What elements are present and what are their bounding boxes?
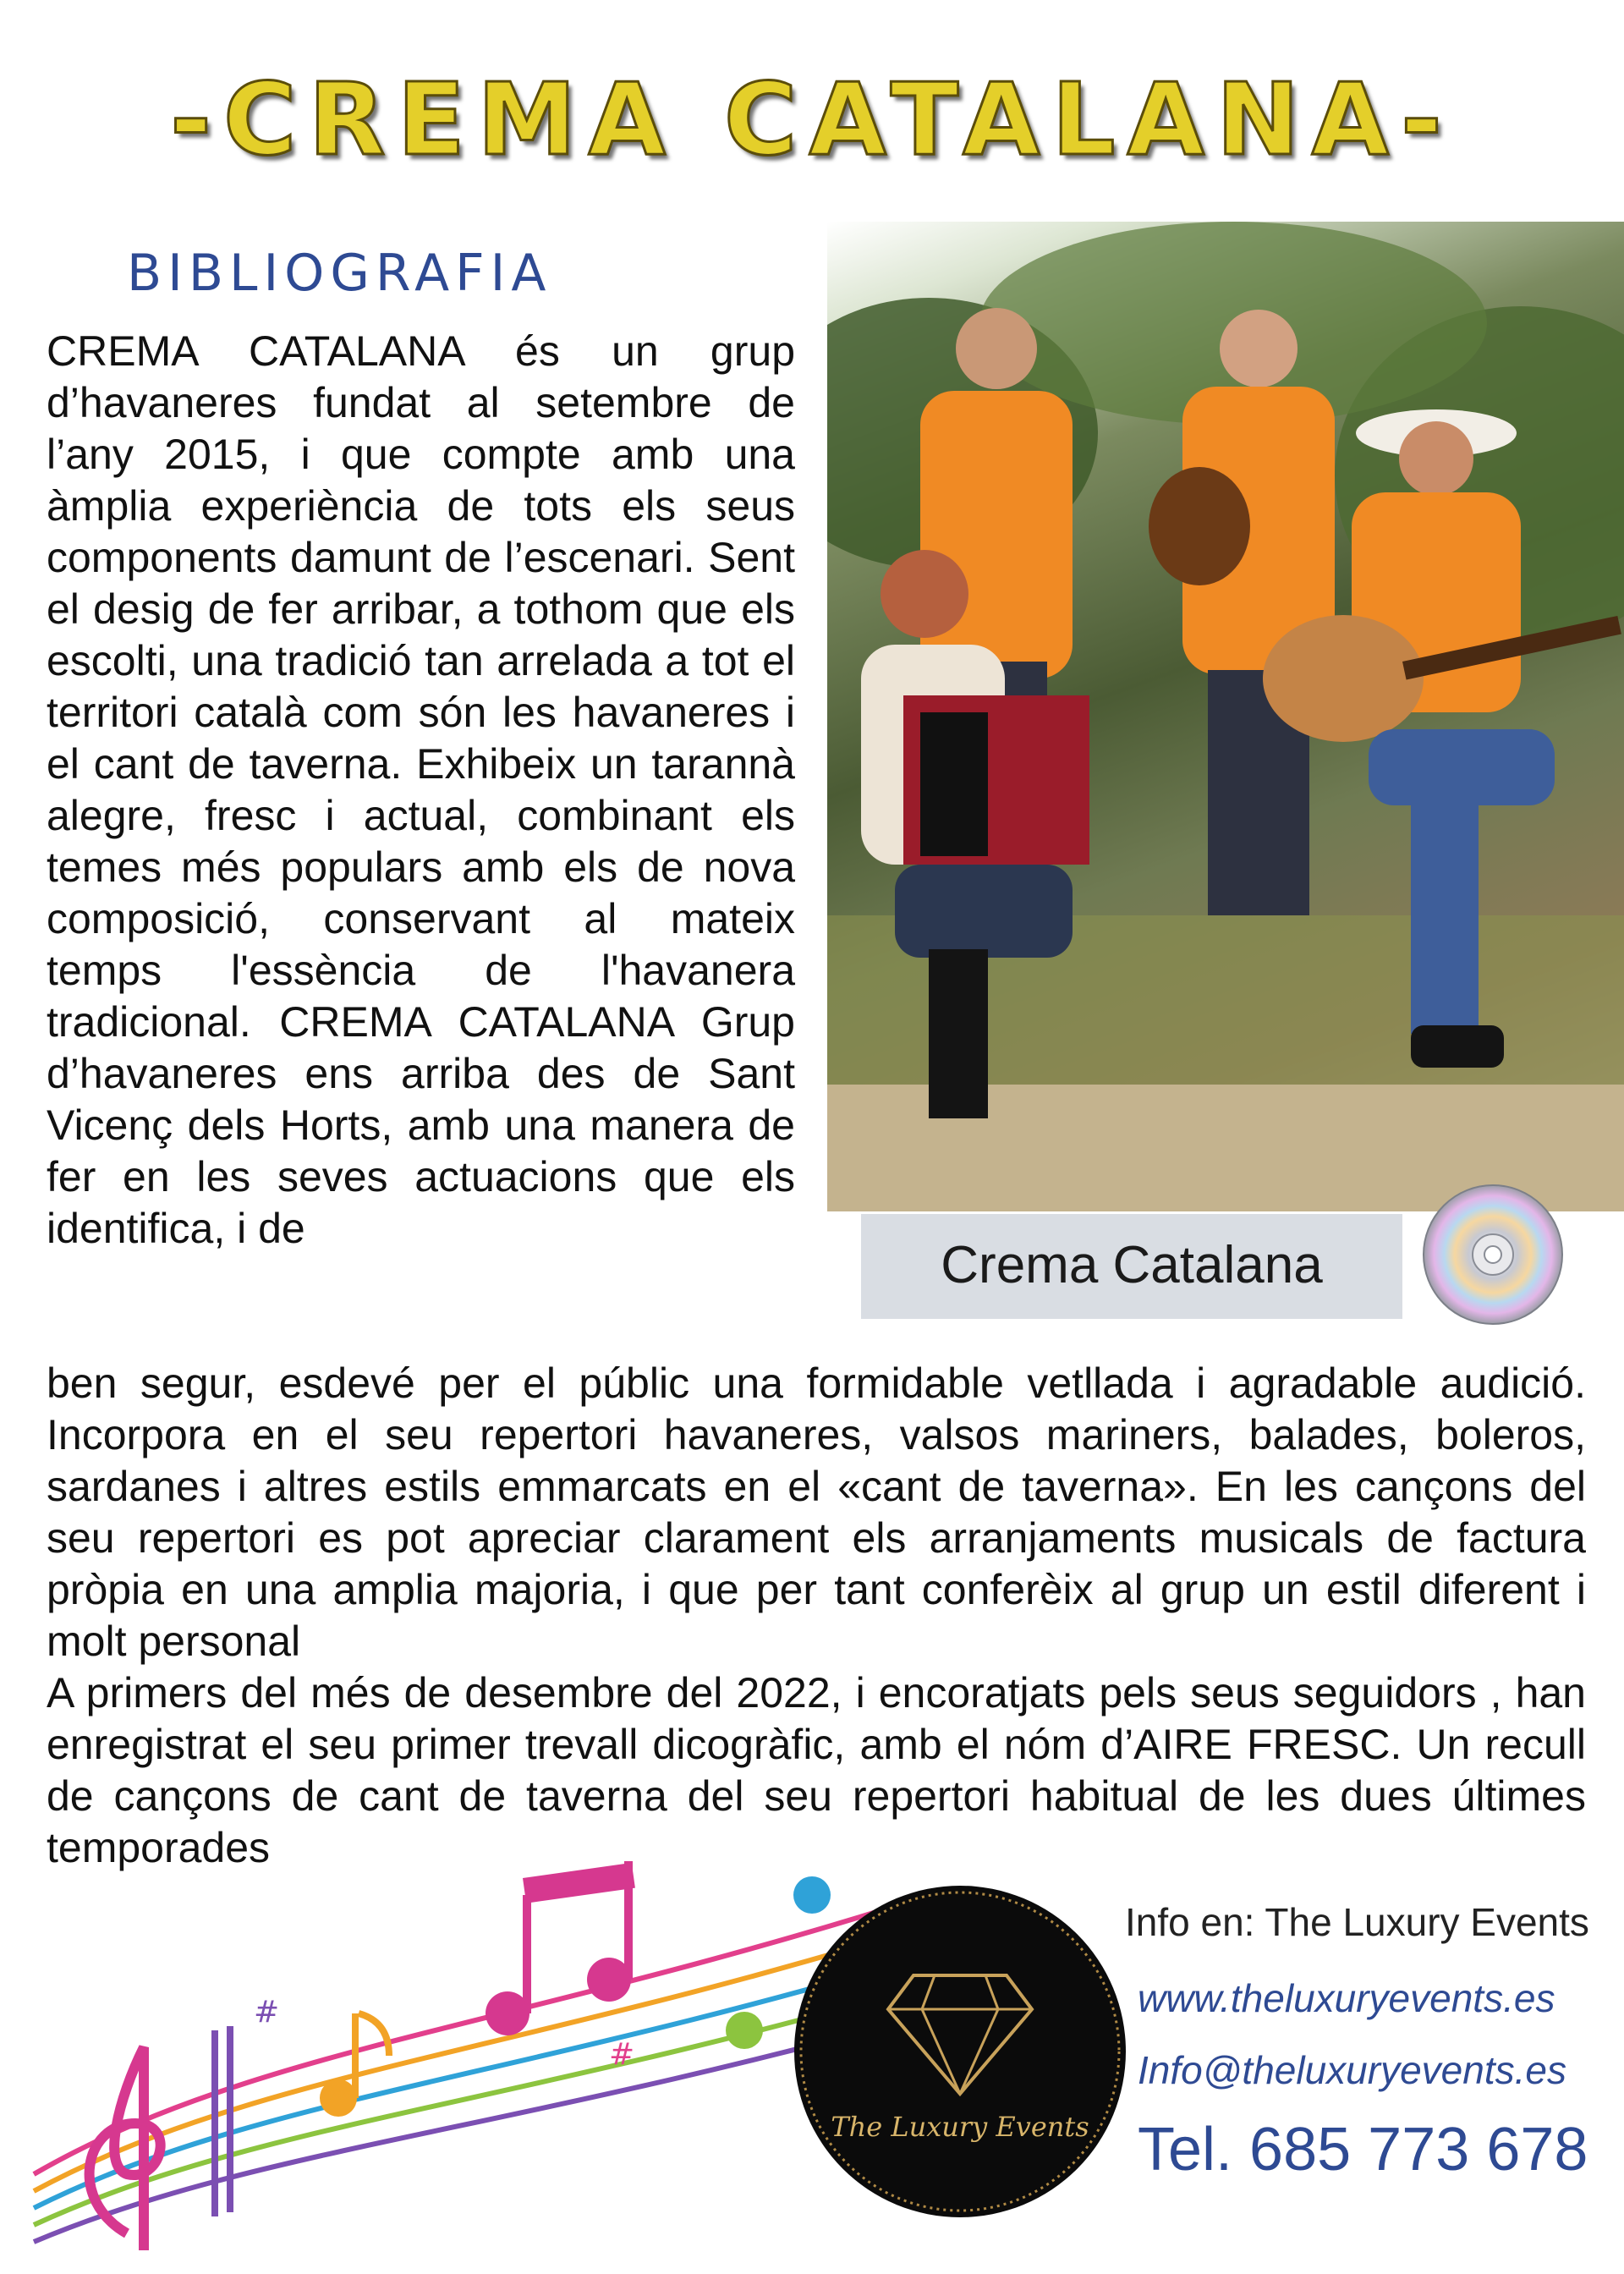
bio-paragraph-final: A primers del més de desembre del 2022, i encoratjats pels seus seguidors , han enregistrat el seu primer trevall dicogràfic, amb el nóm d’AIRE FRESC. Un recull de cançons de cant de taverna del seu repertori habitual de les dues últimes temporades bbox=[47, 1669, 1586, 1871]
cd-disc-icon bbox=[1421, 1183, 1565, 1326]
luxury-events-logo bbox=[791, 1882, 1129, 2221]
phone-number[interactable]: Tel. 685 773 678 bbox=[1138, 2116, 1588, 2183]
website-link[interactable]: www.theluxuryevents.es bbox=[1138, 1976, 1555, 2020]
section-title: BIBLIOGRAFIA bbox=[127, 244, 552, 303]
svg-text:#: # bbox=[254, 1995, 280, 2030]
diamond-logo-icon bbox=[791, 1882, 1129, 2221]
bio-paragraph-full: ben segur, esdevé per el públic una formidable vetllada i agradable audició. Incorpora en el seu repertori havaneres, valsos mariners, balades, boleros, sardanes i altres estils emmarcats en el «cant de taverna». En les cançons del seu repertori es pot apreciar clarament els arranjaments musicals de factura pròpia en una amplia majoria, i que per tant conferèix al grup un estil diferent i molt personal bbox=[47, 1359, 1586, 1665]
info-label: Info en: The Luxury Events bbox=[1125, 1900, 1589, 1944]
page-title: -CREMA CATALANA- bbox=[170, 61, 1454, 178]
svg-text:#: # bbox=[609, 2037, 635, 2072]
band-photo bbox=[827, 222, 1624, 1211]
logo-text: The Luxury Events bbox=[831, 2111, 1089, 2143]
band-photo-illustration bbox=[827, 222, 1624, 1211]
bio-paragraph-left: CREMA CATALANA és un grup d’havaneres fundat al setembre de l’any 2015, i que compte amb una àmplia experiència de tots els seus components damunt de l’escenari. Sent el desig de fer arribar, a tothom que els escolti, una tradició tan arrelada a tot el territori català com són les havaneres i el cant de taverna. Exhibeix un tarannà alegre, fresc i actual, combinant els temes més populars amb els de nova composició, conservant al mateix temps l'essència de l'havanera tradicional. CREMA CATALANA Grup d’havaneres ens arriba des de Sant Vicenç dels Horts, amb una manera de fer en les seves actuacions que els identifica, i de bbox=[47, 327, 795, 1252]
email-link[interactable]: Info@theluxuryevents.es bbox=[1138, 2048, 1566, 2092]
photo-caption: Crema Catalana bbox=[941, 1236, 1323, 1294]
